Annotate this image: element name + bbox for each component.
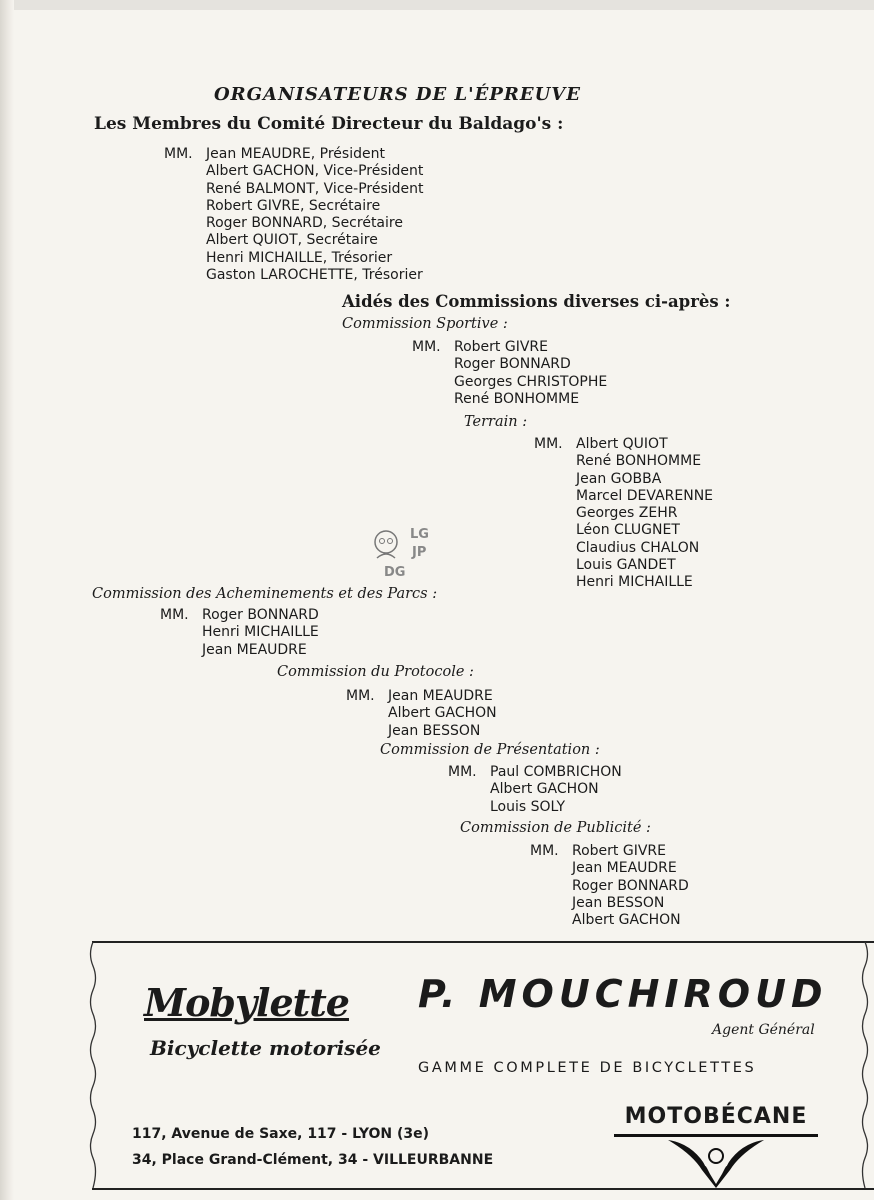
motobecane-wings-icon [606,1130,826,1190]
commission-terrain-list [534,436,713,592]
list-item: MM. Robert GIVRE [530,843,666,859]
address-line-1: 117, Avenue de Saxe, 117 - LYON (3e) [132,1126,430,1142]
advert-left-border [88,942,98,1188]
list-item: Claudius CHALON [576,539,700,556]
list-item: MM. Jean MEAUDRE [346,688,493,704]
committee-member: René BALMONT, Vice-Président [206,180,424,197]
advert-top-rule [92,941,874,943]
list-item: Georges CHRISTOPHE [454,373,608,390]
committee-list [164,146,424,284]
page-top-edge [0,0,874,10]
committee-member: Albert GACHON, Vice-Président [206,163,424,180]
page-title: ORGANISATEURS DE L'ÉPREUVE [214,84,581,105]
mobylette-logo: Mobylette [144,980,349,1025]
commission-publicite-list [530,843,689,929]
commission-publicite-title: Commission de Publicité : [460,820,651,836]
list-item: Jean BESSON [388,722,481,739]
list-item: MM. Paul COMBRICHON [448,764,622,780]
commission-presentation-title: Commission de Présentation : [380,742,600,758]
motobecane-logo-text: MOTOBÉCANE [624,1104,808,1129]
list-item: Jean MEAUDRE [202,641,307,658]
stamp-line3: DG [384,565,406,580]
brand-tagline: Bicyclette motorisée [150,1036,381,1060]
list-item: Henri MICHAILLE [202,624,319,641]
list-item: Albert GACHON [490,781,599,798]
commission-acheminements-list [160,607,319,659]
commission-presentation-list [448,764,622,816]
commission-sportive-title: Commission Sportive : [342,316,508,332]
product-range: GAMME COMPLETE DE BICYCLETTES [418,1060,757,1076]
list-item: Marcel DEVARENNE [576,487,714,504]
list-item: Roger BONNARD [572,877,689,894]
list-item: Georges ZEHR [576,505,678,522]
list-item: MM. Roger BONNARD [160,607,319,623]
stamp-line2: JP [412,545,427,560]
list-item: Roger BONNARD [454,356,571,373]
committee-member: Henri MICHAILLE, Trésorier [206,249,393,266]
stamp-line1: LG [410,527,429,542]
list-item: Léon CLUGNET [576,522,680,539]
lgjpdg-stamp [372,524,432,580]
committee-member: MM. Jean MEAUDRE, Président [164,146,385,162]
commission-sportive-list [412,339,607,408]
commission-terrain-title: Terrain : [464,414,528,430]
aides-title: Aidés des Commissions diverses ci-après : [342,292,731,311]
list-item: Jean MEAUDRE [572,860,677,877]
commission-protocole-title: Commission du Protocole : [277,664,474,680]
list-item: Louis GANDET [576,557,676,574]
list-item: René BONHOMME [576,453,702,470]
advert-right-border [860,942,870,1188]
merchant-name: P. MOUCHIROUD [418,972,828,1016]
committee-member: Roger BONNARD, Secrétaire [206,215,403,232]
committee-title: Les Membres du Comité Directeur du Baldago's : [94,114,564,134]
list-item: René BONHOMME [454,390,580,407]
list-item: Louis SOLY [490,798,566,815]
list-item: Jean BESSON [572,894,665,911]
committee-member: Albert QUIOT, Secrétaire [206,232,378,249]
list-item: Albert GACHON [572,912,681,929]
commission-acheminements-title: Commission des Acheminements et des Parcs : [92,586,438,602]
committee-member: Gaston LAROCHETTE, Trésorier [206,267,423,284]
list-item: MM. Robert GIVRE [412,339,548,355]
list-item: MM. Albert QUIOT [534,436,668,452]
list-item: Albert GACHON [388,705,497,722]
commission-protocole-list [346,688,497,740]
list-item: Henri MICHAILLE [576,574,693,591]
motobecane-logo [606,1104,826,1190]
merchant-title: Agent Général [712,1022,815,1038]
list-item: Jean GOBBA [576,470,662,487]
page-fold-shadow [0,0,14,1200]
committee-member: Robert GIVRE, Secrétaire [206,197,381,214]
address-line-2: 34, Place Grand-Clément, 34 - VILLEURBANNE [132,1152,494,1168]
